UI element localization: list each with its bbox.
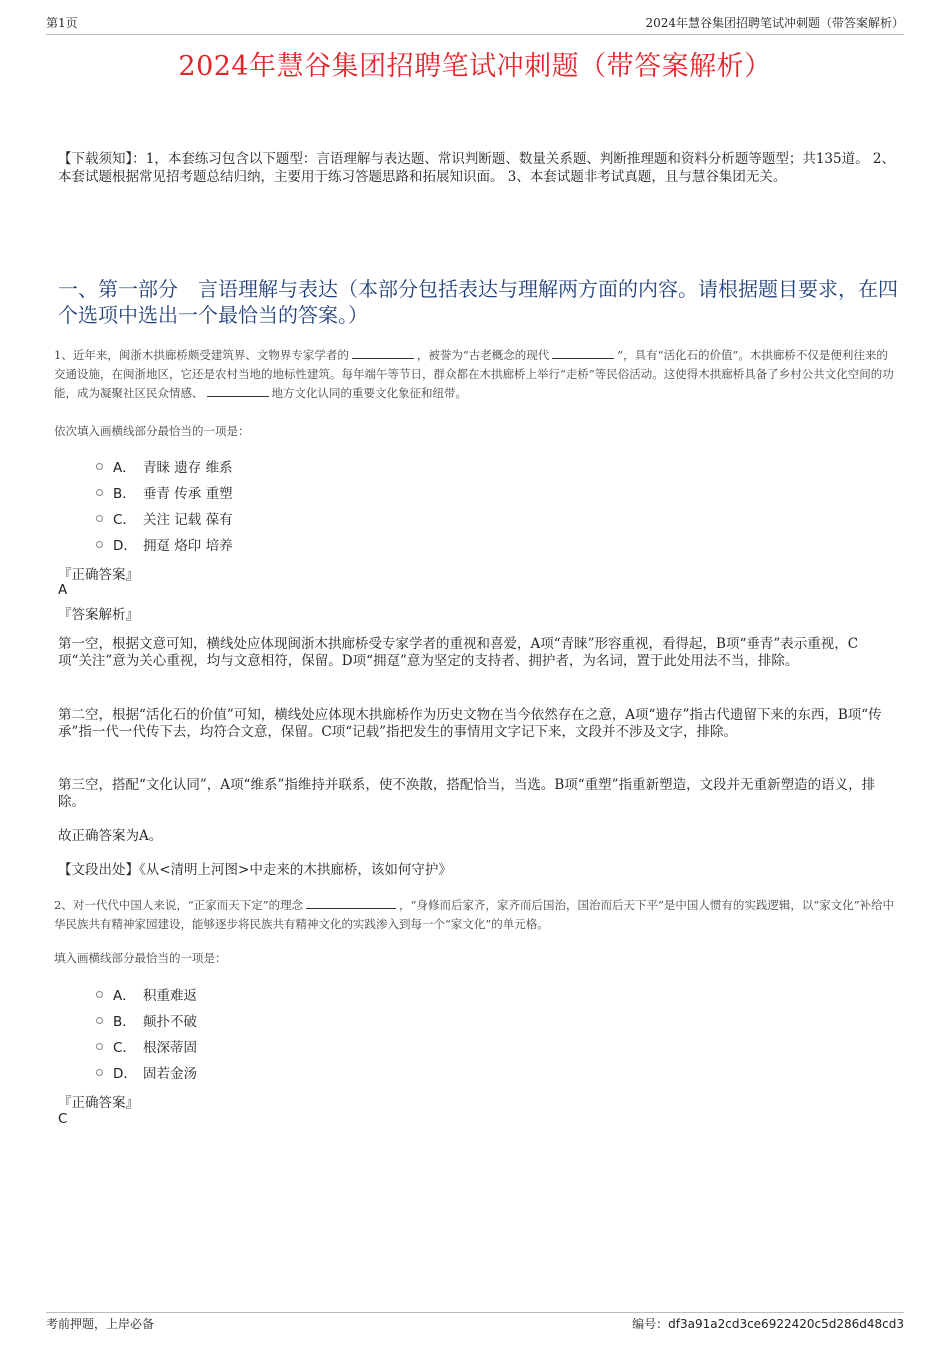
download-notice: 【下载须知】：1，本套练习包含以下题型：言语理解与表达题、常识判断题、数量关系题、判断推理题和资料分析题等题型；共135道。 2、本套试题根据常见招考题总结归纳，主要用于练习答题思路和拓展知识面。 3、本套试题非考试真题，且与慧谷集团无关。 [58, 151, 895, 185]
answer-value: C [58, 1111, 68, 1127]
question-1-prompt: 依次填入画横线部分最恰当的一项是： [54, 424, 250, 438]
radio-icon[interactable] [96, 515, 103, 522]
option-b[interactable]: B． 颠扑不破 [96, 1007, 197, 1033]
option-a[interactable]: A． 积重难返 [96, 981, 197, 1007]
blank-1 [306, 897, 396, 909]
blank-3 [207, 385, 269, 397]
radio-icon[interactable] [96, 489, 103, 496]
radio-icon[interactable] [96, 463, 103, 470]
question-2-text: 2、对一代代中国人来说，“正家而天下定”的理念 ，“身修而后家齐，家齐而后国治，国治而后天下平”是中国人惯有的实践逻辑，以“家文化”补给中华民族共有精神家园建设，能够逐步将民族共有精神文化的实践渗入到每一个“家文化”的单元格。 [54, 898, 895, 931]
question-1-options [96, 453, 233, 557]
option-a[interactable]: A． 青睐 遗存 维系 [96, 453, 233, 479]
analysis-conclusion: 故正确答案为A。 [58, 828, 163, 844]
analysis-paragraph-1: 第一空，根据文意可知，横线处应体现闽浙木拱廊桥受专家学者的重视和喜爱，A项“青睐”形容重视，看得起，B项“垂青”表示重视，C项“关注”意为关心重视，均与文意相符，保留。D项“拥趸”意为坚定的支持者、拥护者，为名词，置于此处用法不当，排除。 [58, 636, 859, 669]
page-number: 第1页 [46, 16, 78, 30]
option-b[interactable]: B． 垂青 传承 重塑 [96, 479, 233, 505]
radio-icon[interactable] [96, 991, 103, 998]
radio-icon[interactable] [96, 1069, 103, 1076]
answer-value: A [58, 582, 68, 598]
question-2-options [96, 981, 197, 1085]
document-code: 编号：df3a91a2cd3ce6922420c5d286d48cd3 [632, 1317, 904, 1331]
footer-slogan: 考前押题，上岸必备 [46, 1317, 155, 1331]
option-d[interactable]: D． 固若金汤 [96, 1059, 197, 1085]
page-header [46, 14, 904, 35]
analysis-label: 『答案解析』 [58, 607, 139, 623]
answer-label: 『正确答案』 [58, 1095, 139, 1111]
section-heading: 一、第一部分 言语理解与表达（本部分包括表达与理解两方面的内容。请根据题目要求，在四个选项中选出一个最恰当的答案。） [58, 277, 898, 327]
option-c[interactable]: C． 关注 记载 葆有 [96, 505, 233, 531]
source-note: 【文段出处】《从<清明上河图>中走来的木拱廊桥，该如何守护》 [58, 862, 452, 878]
radio-icon[interactable] [96, 1017, 103, 1024]
question-2-prompt: 填入画横线部分最恰当的一项是： [54, 951, 227, 965]
header-doc-title: 2024年慧谷集团招聘笔试冲刺题（带答案解析） [645, 16, 904, 30]
document-title: 2024年慧谷集团招聘笔试冲刺题（带答案解析） [178, 51, 772, 82]
analysis-paragraph-3: 第三空，搭配“文化认同”，A项“维系”指维持并联系，使不涣散，搭配恰当，当选。B项“重塑”指重新塑造，文段并无重新塑造的语义，排除。 [58, 777, 876, 810]
question-1-text: 1、近年来，闽浙木拱廊桥颇受建筑界、文物界专家学者的 ，被誉为“古老概念的现代 ”，具有“活化石的价值”。木拱廊桥不仅是便利往来的交通设施，在闽浙地区，它还是农村当地的地标性建筑。每年端午等节日，群众都在木拱廊桥上举行“走桥”等民俗活动。这使得木拱廊桥具备了乡村公共文化空间的功能，成为凝聚社区民众情感、 地方文化认同的重要文化象征和纽带。 [54, 348, 894, 400]
page-footer [46, 1312, 904, 1332]
analysis-paragraph-2: 第二空，根据“活化石的价值”可知，横线处应体现木拱廊桥作为历史文物在当今依然存在之意，A项“遗存”指古代遗留下来的东西，B项“传承”指一代一代传下去，均符合文意，保留。C项“记载”指把发生的事情用文字记下来，文段并不涉及文字，排除。 [58, 707, 882, 740]
option-d[interactable]: D． 拥趸 烙印 培养 [96, 531, 233, 557]
answer-label: 『正确答案』 [58, 567, 139, 583]
blank-2 [552, 347, 614, 359]
blank-1 [352, 347, 414, 359]
radio-icon[interactable] [96, 1043, 103, 1050]
option-c[interactable]: C． 根深蒂固 [96, 1033, 197, 1059]
radio-icon[interactable] [96, 541, 103, 548]
